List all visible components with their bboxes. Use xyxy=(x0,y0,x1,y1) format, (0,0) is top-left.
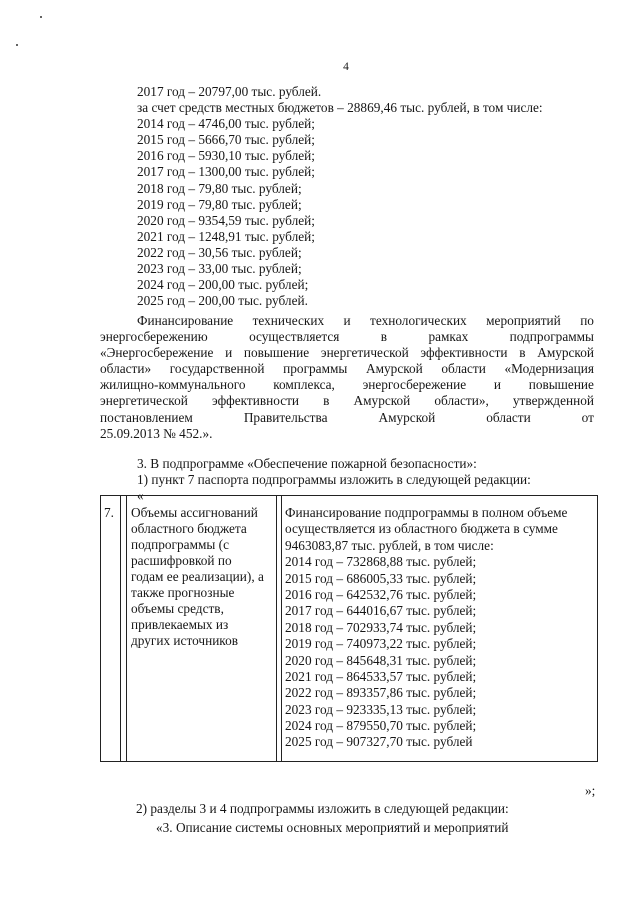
table-row-number: 7. xyxy=(104,505,114,520)
paragraph-word: государственной xyxy=(169,361,265,377)
paragraph-word: осуществляется xyxy=(249,329,340,345)
paragraph-line: 25.09.2013 № 452.». xyxy=(100,425,213,441)
description-line: 2024 год – 879550,70 тыс. рублей; xyxy=(285,718,477,734)
paragraph-word: жилищно-коммунального xyxy=(100,377,246,393)
funding-line: 2017 год – 20797,00 тыс. рублей. xyxy=(137,84,322,99)
paragraph-line xyxy=(100,313,594,329)
paragraph-word: повышение xyxy=(243,345,310,361)
paragraph-line xyxy=(100,410,594,426)
paragraph-word: в xyxy=(519,345,526,361)
paragraph-word: энергосбережение xyxy=(362,377,467,393)
following-text xyxy=(136,801,606,838)
paragraph-word: области», xyxy=(434,393,489,409)
table-divider xyxy=(126,496,127,761)
name-line: расшифровкой по xyxy=(131,553,232,568)
paragraph-word: Амурской xyxy=(353,393,411,409)
paragraph-word: энергетической xyxy=(320,345,409,361)
amendment-line: 3. В подпрограмме «Обеспечение пожарной безопасности»: xyxy=(137,456,477,471)
description-line: 2018 год – 702933,74 тыс. рублей; xyxy=(285,619,477,635)
description-line: 2017 год – 644016,67 тыс. рублей; xyxy=(285,603,477,619)
description-line: 2015 год – 686005,33 тыс. рублей; xyxy=(285,570,477,586)
name-line: Объемы ассигнований xyxy=(131,505,258,520)
name-line: областного бюджета xyxy=(131,521,247,536)
paragraph-word: Амурской xyxy=(366,361,423,377)
paragraph-line xyxy=(100,393,594,409)
description-line: 2023 год – 923335,13 тыс. рублей; xyxy=(285,701,477,717)
amendment-line: 1) пункт 7 паспорта подпрограммы изложить в следующей редакции: xyxy=(137,472,531,488)
paragraph-word: Финансирование xyxy=(137,313,234,328)
closing-quote: »; xyxy=(585,783,596,798)
funding-line: 2021 год – 1248,91 тыс. рублей; xyxy=(137,228,315,244)
paragraph-word: по xyxy=(580,313,594,328)
description-line: 2025 год – 907327,70 тыс. рублей xyxy=(285,734,473,750)
paragraph-word: рамках xyxy=(428,329,469,345)
paragraph-word: «Энергосбережение xyxy=(100,345,214,361)
paragraph-word: от xyxy=(581,409,594,425)
paragraph-word: эффективности xyxy=(211,393,300,409)
funding-line: 2018 год – 79,80 тыс. рублей; xyxy=(137,180,302,196)
paragraph-line xyxy=(100,345,594,361)
paragraph-word: области» xyxy=(100,361,152,377)
paragraph-word: Правительства xyxy=(243,409,328,425)
description-line: 2022 год – 893357,86 тыс. рублей; xyxy=(285,685,477,701)
paragraph-word: утвержденной xyxy=(512,393,594,409)
paragraph-word: эффективности xyxy=(420,345,508,361)
paragraph-line xyxy=(100,329,594,345)
paragraph-word: комплекса, xyxy=(273,377,335,393)
description-line: осуществляется из областного бюджета в сумме xyxy=(285,521,558,537)
description-line: 9463083,87 тыс. рублей, в том числе: xyxy=(285,537,494,553)
funding-line: 2023 год – 33,00 тыс. рублей; xyxy=(137,261,302,277)
paragraph-word: подпрограммы xyxy=(509,329,594,345)
funding-line: 2022 год – 30,56 тыс. рублей; xyxy=(137,244,302,260)
description-line: 2019 год – 740973,22 тыс. рублей; xyxy=(285,636,477,652)
paragraph-word: и xyxy=(225,345,233,361)
funding-line: 2017 год – 1300,00 тыс. рублей; xyxy=(137,164,315,180)
name-line: также прогнозные xyxy=(131,585,235,600)
scan-speck xyxy=(16,44,18,46)
table-divider xyxy=(281,496,282,761)
paragraph-word: мероприятий xyxy=(486,313,561,328)
paragraph-line xyxy=(100,377,594,393)
funding-line: за счет средств местных бюджетов – 28869,46 тыс. рублей, в том числе: xyxy=(137,100,543,116)
funding-list xyxy=(137,84,607,309)
funding-line: 2024 год – 200,00 тыс. рублей; xyxy=(137,277,309,293)
paragraph-word: и xyxy=(493,377,502,393)
passport-table xyxy=(100,495,598,762)
paragraph-word: программы xyxy=(283,361,348,377)
paragraph-word: технических xyxy=(252,313,325,328)
funding-line: 2015 год – 5666,70 тыс. рублей; xyxy=(137,132,315,148)
paragraph-word: области xyxy=(486,409,531,425)
paragraph-word: в xyxy=(323,393,330,409)
paragraph-word: постановлением xyxy=(100,409,193,425)
name-line: объемы средств, xyxy=(131,601,224,616)
paragraph-word: Амурской xyxy=(537,345,594,361)
table-name-cell xyxy=(131,505,277,649)
name-line: годам ее реализации), а xyxy=(131,569,264,584)
description-line: Финансирование подпрограммы в полном объеме xyxy=(285,505,568,520)
paragraph-line xyxy=(100,361,594,377)
page-number: 4 xyxy=(343,61,349,73)
paragraph-word: технологических xyxy=(370,313,467,328)
funding-line: 2016 год – 5930,10 тыс. рублей; xyxy=(137,148,315,164)
paragraph-word: и xyxy=(343,313,351,328)
paragraph-word: энергетической xyxy=(100,393,188,409)
table-divider xyxy=(120,496,121,761)
funding-line: 2025 год – 200,00 тыс. рублей. xyxy=(137,293,308,309)
description-line: 2014 год – 732868,88 тыс. рублей; xyxy=(285,554,477,570)
paragraph-word: Амурской xyxy=(378,409,436,425)
paragraph-word: «Модернизация xyxy=(504,361,594,377)
name-line: подпрограммы (с xyxy=(131,537,229,552)
text-line: 2) разделы 3 и 4 подпрограммы изложить в следующей редакции: xyxy=(136,801,509,816)
name-line: привлекаемых из xyxy=(131,617,229,632)
paragraph-word: энергосбережению xyxy=(100,329,208,345)
funding-line: 2019 год – 79,80 тыс. рублей; xyxy=(137,196,302,212)
paragraph-word: области xyxy=(441,361,486,377)
financing-paragraph xyxy=(100,313,594,442)
description-line: 2016 год – 642532,76 тыс. рублей; xyxy=(285,586,477,602)
scan-speck xyxy=(40,16,42,18)
description-line: 2021 год – 864533,57 тыс. рублей; xyxy=(285,668,477,684)
name-line: других источников xyxy=(131,633,239,648)
funding-line: 2014 год – 4746,00 тыс. рублей; xyxy=(137,116,315,132)
description-line: 2020 год – 845648,31 тыс. рублей; xyxy=(285,652,477,668)
paragraph-word: повышение xyxy=(528,377,594,393)
amendment-line: « xyxy=(137,488,144,504)
text-line: «3. Описание системы основных мероприятий и мероприятий xyxy=(156,819,509,835)
table-description-cell xyxy=(285,505,595,751)
paragraph-word: в xyxy=(380,329,388,345)
funding-line: 2020 год – 9354,59 тыс. рублей; xyxy=(137,212,315,228)
